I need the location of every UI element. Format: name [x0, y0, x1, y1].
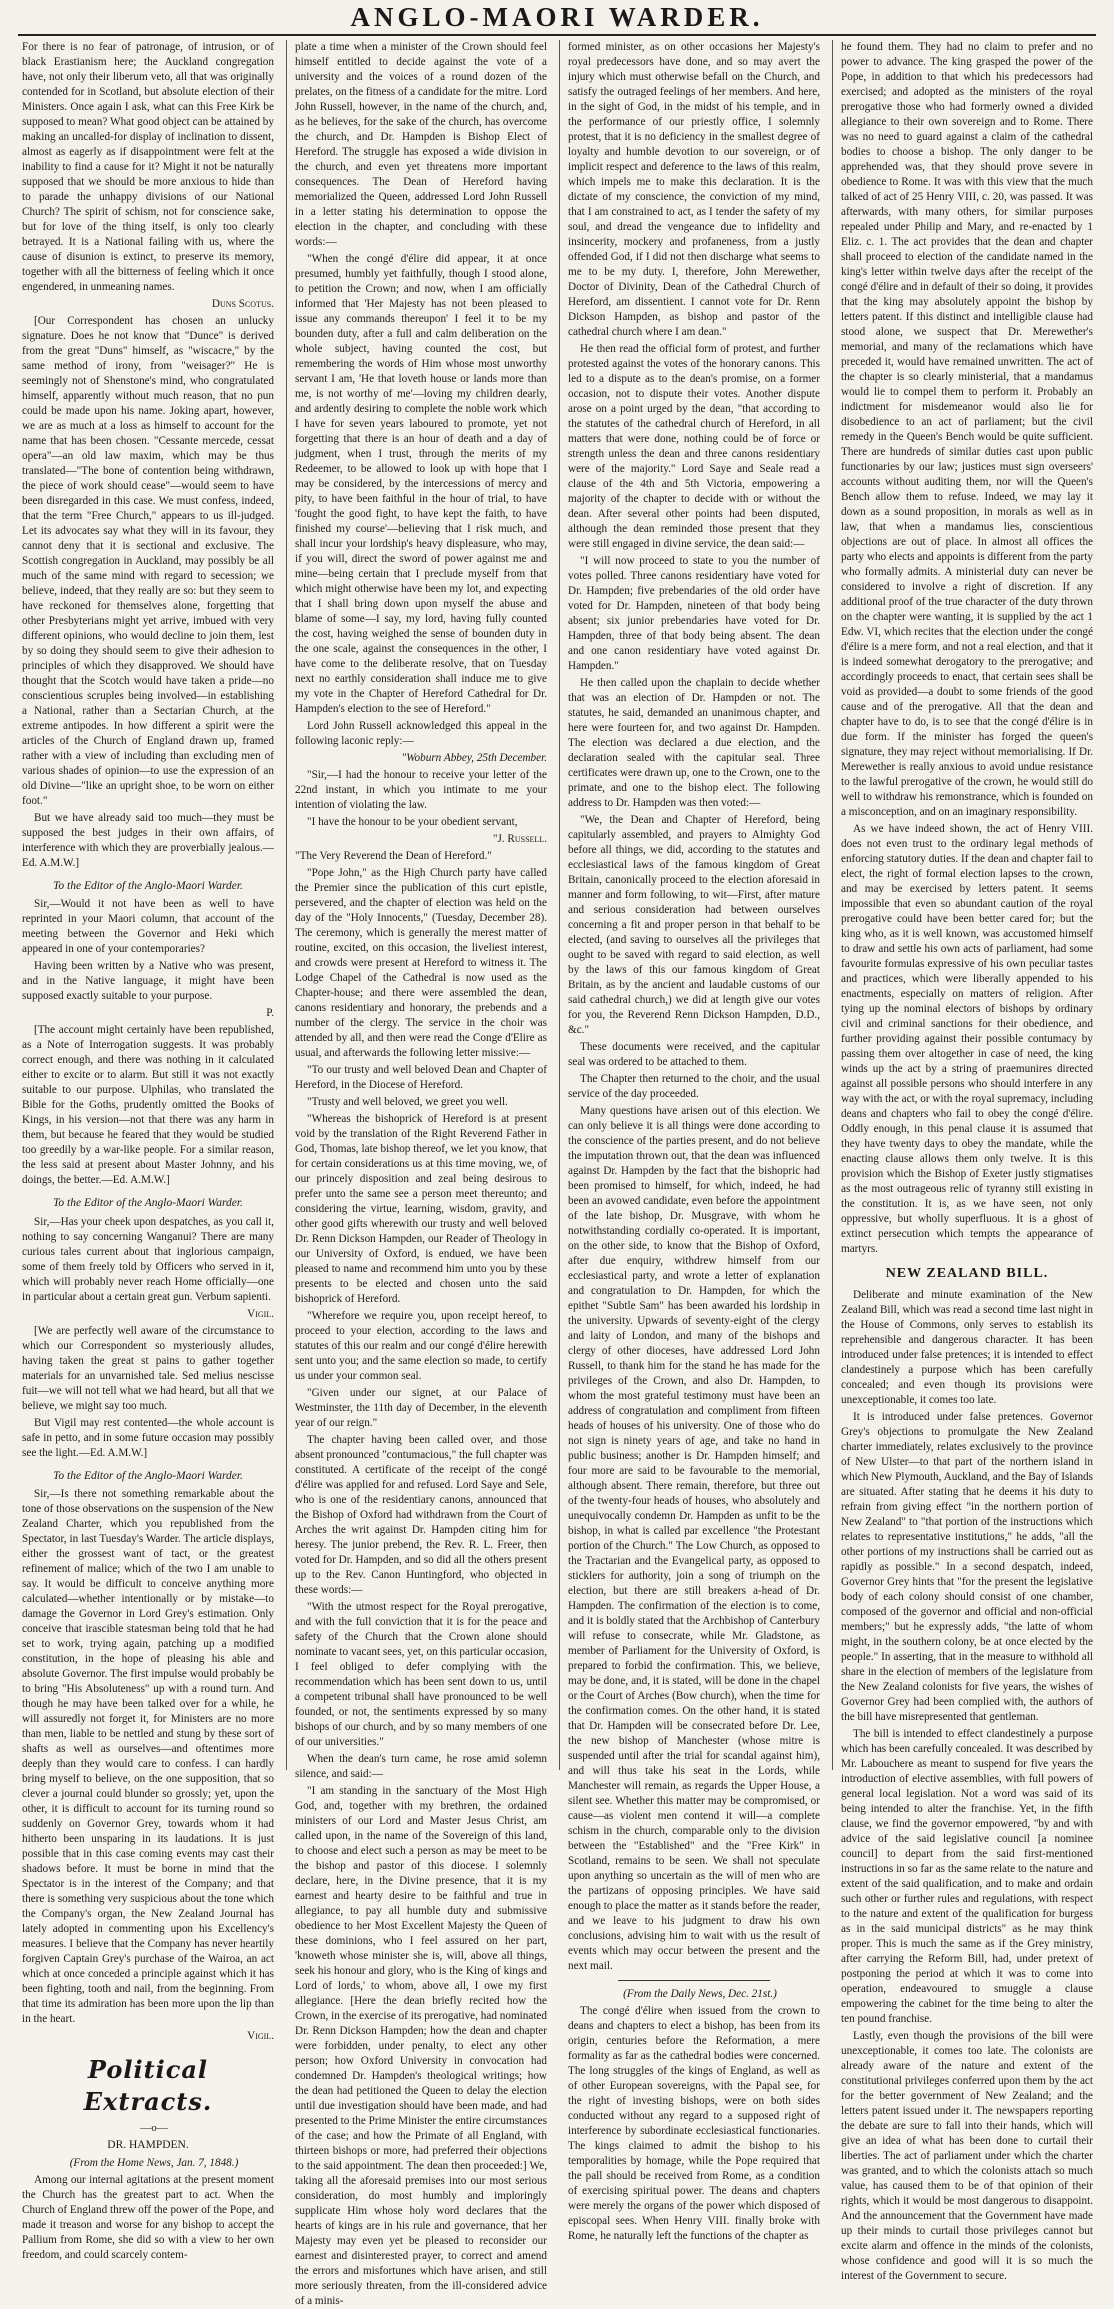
column-2 [295, 40, 547, 2307]
letter-paragraph: Sir,—Has your cheek upon despatches, as you call it, nothing to say concerning Wanganui? There are many curious tales current about that inglorious campaign, some of them freely told by Officers who served in it, which will probably never reach Home officially—one in particular about a certain great gun. Verbum sapienti. [22, 1215, 274, 1303]
paragraph: The chapter having been called over, and those absent pronounced "contumacious," the full chapter was constituted. A certificate of the receipt of the congé d'élire was applied for and refused. Lord Saye and Sele, who is one of the residentiary canons, announced that the Bishop of Oxford had withdrawn from the Court of Arches the writ against Dr. Hampden citing him for heresy. The junior prebend, the Rev. R. L. Freer, then voted for Dr. Hampden, and so did all the others present up to the Rev. Canon Huntingford, who objected in these words:— [295, 1434, 547, 1596]
article-title: NEW ZEALAND BILL. [885, 1266, 1049, 1281]
editor-note: [We are perfectly well aware of the circumstance to which our Correspondent so mysteriously alludes, having taken the great st pains to gather together materials for an unvarnished tale. Sed melius nescisse fuit—we will not tell what we had heard, but all that we believe, we might say too much. [22, 1324, 274, 1412]
signature: Vigil. [247, 1307, 274, 1320]
column-1 [22, 40, 274, 2261]
paragraph: But we have already said too much—they must be supposed the best judges in their own affairs, of interference with which they are proverbially jealous.—Ed. A.M.W.] [22, 812, 274, 869]
letter-heading: To the Editor of the Anglo-Maori Warder. [53, 1197, 243, 1210]
paragraph: He then read the official form of protest, and further protested against the votes of the honorary canons. This led to a dispute as to the dean's promise, on a former occasion, not to dispute their votes. Another dispute arose on a point urged by the dean, "that according to the statutes of the cathedral church of Hereford, in all matters that were done, nothing could be of force or strength unless the dean and three canons residentiary were of the majority." Lord Saye and Seale read a clause of the 4th and 5th Victoria, empowering a majority of the chapter to decide with or without the dean. After several other points had been disputed, although the dean reminded those present that they were still engaged in divine service, the dean said:— [568, 343, 820, 550]
article-title: DR. HAMPDEN. [107, 2139, 189, 2152]
paragraph: The bill is intended to effect clandestinely a purpose which has been carefully concealed. It was described by Mr. Labouchere as meant to suspend for five years the introduction of elective assemblies, with full powers of general local legislation. Not a word was said of its being intended to alter the franchise. Yet, in the fifth clause, we find the governor empowered, "by and with advice of the said legislative council [a nominee council] to depart from the said first-mentioned instructions in so far as the same relate to the nature and extent of the said qualification, and to make and ordain such other or further rules and regulations, with respect to the nature and extent of the qualification for burgess as in the said municipal districts" as he may think proper. This is much the same as if the Grey ministry, after carrying the Reform Bill, had, under pretext of postponing the period at which it was to come into operation, endeavoured to smuggle a clause empowering the cabinet for the time being to alter the ten pound franchise. [841, 1727, 1093, 2025]
letter-dateline: "Woburn Abbey, 25th December. [401, 752, 547, 764]
paragraph: Lord John Russell acknowledged this appeal in the following laconic reply:— [295, 720, 547, 747]
signature: P. [266, 1007, 274, 1020]
masthead-rule [18, 34, 1096, 36]
letter-paragraph: Sir,—Would it not have been as well to have reprinted in your Maori column, that account of the meeting between the Governor and Heki which appeared in one of your contemporaries? [22, 898, 274, 956]
signature: Duns Scotus. [211, 298, 274, 310]
quoted-speech: "I am standing in the sanctuary of the Most High God, and, together with my brethren, the ordained ministers of our Lord and Master Jesus Christ, am called upon, in the name of the Sovereign of this land, to choose and elect such a person as may be meet to be the bishop and pastor of this diocese. I solemnly declare, here, in the Divine presence, that it is my earnest and hearty desire to be faithful and true in allegiance, to pay all humble duty and submissive obedience to her Most Excellent Majesty the Queen of these dominions, who I feel assured on her part, 'knoweth whose minister she is, will, above all things, seek his honour and glory, who is the King of kings and Lord of lords,' to whom, above all, I owe my first allegiance. [Here the dean briefly recited how the Crown, in the exercise of its prerogative, had nominated Dr. Renn Dickson Hampden; how the dean and chapter were forbidden, under penalty, to elect any other person; how Oxford University in convocation had condemned Dr. Hampden's theological writings; how the dean had petitioned the Queen to delay the election until due investigation should have been made, and had presented to the Prime Minister the entire circumstances of the case; and how the Primate of all England, with thirteen bishops or more, had preferred their objections to the said appointment. The dean then proceeded:] We, taking all the aforesaid premises into our most serious consideration, do most humbly and imploringly supplicate Him whose holy word declares that the hearts of kings are in his rule and governance, that her Majesty may even yet be pleased to reconsider our earnest and disinterested prayer, to correct and amend the errors and misfortunes which have arisen, and still more seriously threaten, from the ill-considered advice of a minis- [295, 1785, 547, 2307]
editor-note: [Our Correspondent has chosen an unlucky signature. Does he not know that "Dunce" is derived from the great "Duns" himself, as "wiscacre," by the same method of irony, from "weisager?" He is seemingly not of Shenstone's mind, who congratulated himself, apparently without much reason, that no pun could be made upon his name. Joking apart, however, we are as much at a loss as himself to account for the name that has been chosen. "Cessante mercede, cessat opera"—an old law maxim, which may be thus translated—"The bone of contention being withdrawn, the piece of work should cease"—would seem to have been disregarded in this case. We must confess, indeed, that the term "Free Church," appears to us ill-judged. Let its advocates say what they will in its favour, they cannot deny that it is sectional and exclusive. The Scottish congregation in Auckland, may possibly be all much of the same mind with regard to secession; we believe, indeed, that they really are so: but they seem to have reckoned for themselves alone, forgetting that other Presbyterians might yet arrive, imbued with very different opinions, who would decline to join them, lest by so doing they should seem to give their adhesion to principles of which they disapproved. We should have thought that the Scotch would have taken a pride—no conscientious scruples being involved—in establishing a National, rather than a Sectarian Church, at the extreme antipodes. In how different a spirit were the articles of the Church of England drawn up, framed rather with a view of including than excluding men of various shades of opinion—to use the expression of an old Divine—"like an upright shoe, to be worn on either foot." [22, 315, 274, 807]
quoted-letter: "To our trusty and well beloved Dean and Chapter of Hereford, in the Diocese of Hereford. [295, 1064, 547, 1091]
quoted-speech: "With the utmost respect for the Royal prerogative, and with the full conviction that it is for the peace and safety of the Church that the Crown alone should nominate to vacant sees, yet, on this particular occasion, I feel obliged to defer complying with the recommendation which has been sent down to us, until a competent tribunal shall have pronounced to be well founded, or not, the sentiments expressed by so many bishops of our church, and by so many members of one of our universities." [295, 1601, 547, 1748]
addressee: "The Very Reverend the Dean of Hereford." [295, 850, 492, 862]
editor-note: [The account might certainly have been republished, as a Note of Interrogation suggests. It was probably correct enough, and there was nothing in it calculated either to excite or to alarm. But still it was not exactly suitable to our purpose. Ulphilas, who translated the Bible for the Goths, prudently omitted the Books of Kings, in his version—not that there was any harm in them, but because he feared that they would be studied too greedily by a war-like people. For a similar reason, the less said at present about Master Johnny, and his doings, the better.—Ed. A.M.W.] [22, 1024, 274, 1187]
masthead: ANGLO-MAORI WARDER. [350, 2, 764, 32]
quoted-address: "We, the Dean and Chapter of Hereford, being capitularly assembled, and prayers to Almighty God before all things, we did, according to the statutes and ecclesiastical laws of the famous kingdom of Great Britain, canonically proceed to the election aforesaid in manner and form following, to wit—First, after mature and serious consideration had between ourselves concerning a fit and proper person in that behalf to be elected, (and saving to ourselves all the privileges that ought to be saved with regard to said election, as well by the laws of this our famous kingdom of Great Britain, as by the ancient and laudable customs of our said cathedral church,) we did at length give our votes for you, the Reverend Renn Dickson Hampden, D.D., &c." [568, 814, 820, 1036]
paragraph: For there is no fear of patronage, of intrusion, or of black Erastianism here; the Auckland congregation have, not only their liberum veto, all that was originally contended for in Scotland, but absolute election of their Ministers. Once again I ask, what can this Free Kirk be supposed to mean? What good object can be attained by making an uncalled-for display of inclination to dissent, almost as eagerly as if disappointment were felt at the inability to find a cause for it? Might it not be naturally supposed that we should be more anxious to hide than to parade the unhappy divisions of our National Church? The spirit of schism, not for conscience sake, but for love of the thing itself, is only too clearly betrayed. It is a National failing with us, where the cause of disunion is extinct, to preserve its memory, together with all the bitterness of feeling which it once engendered, in unmeaning names. [22, 41, 274, 293]
paragraph: The congé d'élire when issued from the crown to deans and chapters to elect a bishop, has been from its origin, centuries before the Reformation, a mere formality as far as the cathedral bodies were concerned. The long struggles of the kings of England, as well as of other European sovereigns, with the Papal see, for the right of investing bishops, were on both sides conducted without any regard to a supposed right of interference by subordinate ecclesiastical functionaries. The kings claimed to admit the bishop to his temporalities by homage, while the Pope required that the pall should be received from Rome, as a condition of exercising spiritual power. The deans and chapters were merely the organs of the power which disposed of episcopal sees. When Henry VIII. finally broke with Rome, he naturally left the functions of the chapter as [568, 2005, 820, 2242]
paragraph: He then called upon the chaplain to decide whether that was an election of Dr. Hampden or not. The statutes, he said, demanded an unanimous chapter, and here were fourteen for, and two against Dr. Hampden. The election was declared a due election, and the declaration sealed with the capitular seal. Three certificates were drawn up, one to the Crown, one to the primate, and one to the bishop elect. The following address to Dr. Hampden was then voted:— [568, 677, 820, 809]
quoted-speech: "I will now proceed to state to you the number of votes polled. Three canons residentiary have voted for Dr. Hampden; five prebendaries of the old order have voted for Dr. Hampden, nineteen of that body being absent; six junior prebendaries have voted for Dr. Hampden, three of that body being absent. The dean and one canon residentiary have voted against Dr. Hampden." [568, 555, 820, 672]
quoted-letter: "When the congé d'élire did appear, it at once presumed, humbly yet faithfully, though I stood alone, to petition the Crown; and now, when I am officially informed that 'Her Majesty has not been pleased to issue any commands thereupon' I feel it to be my bounden duty, after a full and calm deliberation on the whole subject, having counted the cost, but remembering the words of Him whose most unworthy servant I am, 'He that loveth house or lands more than me, is not worthy of me'—loving my children dearly, and ardently desiring to complete the noble work which I have for seven years laboured to promote, yet not forgetting that there is an hour of death and a day of judgment, when I trust, through the merits of my Redeemer, to be allowed to look up with hope that I may be considered, by the intercessions of mercy and pity, to have been faithful in the hour of trial, to have 'fought the good fight, to have kept the faith, to have finished my course'—believing that I risk much, and shall incur your lordship's heavy displeasure, who may, if you will, direct the sword of power against me and mine—being certain that I preclude myself from that which might otherwise have been my lot, and expecting that I shall bring down upon myself the abuse and blame of some—I say, my lord, having fully counted the cost, having weighed the sense of bounden duty in the one scale, against the consequences in the other, I have come to the deliberate resolve, that on Tuesday next no earthly consideration shall induce me to give my vote in the Chapter of Hereford Cathedral for Dr. Hampden's election to the see of Hereford." [295, 253, 547, 715]
paragraph: As we have indeed shown, the act of Henry VIII. does not even trust to the ordinary legal methods of enforcing statutory duties. If the dean and chapter fail to elect, the right of formal election lapses to the crown, and may be exercised by letters patent. It seems impossible that even so abundant caution of the royal prerogative could have been better cared for; but the king who, as it is well known, was accustomed himself to draw and settle his own acts of parliament, had some favourite formulas expressive of his own peculiar tastes and practices, which were liberally appended to his enactments, especially on matters of religion. After tying up the nominal electors of bishops by ordinary civil and criminal sanctions for their obedience, and further providing against their possible contumacy by passing them over altogether in case of need, the king winds up the act by a string of praemunires directed against all possible persons who should interfere in any way with the act, or with the royal supremacy, including deans and chapters who fail to obey the congé d'élire. Oddly enough, in this penal clause it is assumed that they have twenty days to obey the mandate, while the enacting clause allows them only twelve. It is this provision which the Bishop of Exeter justly stigmatises as the most outrageous relic of tyranny still existing in the constitution. It is, as we have seen, not only oppressive, but wholly superfluous. It is a ghost of extinct persecution which tempts the appearance of martyrs. [841, 823, 1093, 1255]
paragraph: It is introduced under false pretences. Governor Grey's objections to promulgate the New Zealand charter immediately, relates exclusively to the province of New Ulster—to that part of the northern island in which New Plymouth, Auckland, and the Bay of Islands are situated. After stating that he deems it his duty to refrain from giving effect "in the northern portion of New Zealand" to "that portion of the instructions which relates to representative institutions," he adds, "all the other portions of my instructions shall be carried out as rapidly as possible." In a second despatch, indeed, Governor Grey hints that "for the present the legislative body of each colony should consist of one chamber, composed of the governor and official and non-official members;" but he expressly adds, "the latte of whom might, in the southern colony, be at once elected by the people." In asserting, that in the measure to withhold all share in the election of members of the legislature from the New Zealand colonists for five years, the wishes of Governor Grey had been complied with, the authors of the bill have misrepresented that gentleman. [841, 1410, 1093, 1723]
paragraph: Lastly, even though the provisions of the bill were unexceptionable, it comes too late. The colonists are already aware of the nature and extent of the constitutional privileges conferred upon them by the act for the better government of New Zealand; and the letters patent issued under it. The newspapers reporting the debate are sure to fall into their hands, which will give an idea of what has been done to curtail their liberties. The act of parliament under which the charter was granted, and to which the colonists attach so much value, has caused them to be of that opinion of their rights, which it would be most dangerous to disappoint. And the announcement that the Government have made up their minds to curtail those privileges cannot but excite alarm and offence in the minds of the colonists, whose confidence and good will it is so much the interest of the Government to secure. [841, 2029, 1093, 2282]
letter-paragraph: Sir,—Is there not something remarkable about the tone of those observations on the suspension of the New Zealand Charter, which you republished from the Spectator, in last Tuesday's Warder. The article displays, either the grossest want of tact, or the greatest refinement of malice; which of the two I am unable to say. It would be difficult to conceive anything more calculated—whether intentionally or by mistake—to damage the Governor in Lord Grey's estimation. Only conceive that irascible statesman being told that he had set to work, trying again, patching up a modified constitution, in the hope of pleasing his able and absolute Governor. The first impulse would probably be to bring "His Absoluteness" up with a round turn. And though he may have been talked over for a while, he will assuredly not forget it, for Ministers are no more than men, liable to be nettled and stung by these sort of shafts as well as ourselves—and oftentimes more deeply than they would care to confess. I can hardly bring myself to believe, on the one supposition, that so clever a journal could blunder so grossly; yet, upon the other, it is difficult to account for its turning round so suddenly on Governor Grey, towards whom it had hitherto been unsparing in its laudations. It is just possible that in this case coming events may cast their shadows before. It must be borne in mind that the Spectator is in the interest of the Company; and that there is something very suspicious about the tone which the Company's organ, the New Zealand Journal has lately adopted in commenting upon his Excellency's measures. I believe that the Company has never heartily forgiven Captain Grey's purchase of the Wairoa, an act which at once conceded a principle against which it has been fighting, tooth and nail, from the beginning. From that time its admiration has been more upon the lip than in the heart. [22, 1488, 274, 2026]
article-source: (From the Home News, Jan. 7, 1848.) [69, 2156, 239, 2169]
signature: Vigil. [247, 2030, 274, 2043]
columns-container [22, 40, 1094, 2307]
quoted-letter: "I have the honour to be your obedient servant, [307, 816, 518, 828]
quoted-letter: "Whereas the bishoprick of Hereford is at present void by the translation of the Right Reverend Father in God, Thomas, late bishop thereof, we let you know, that for certain considerations us at this time moving, we, of our princely disposition and zeal being desirous to prefer unto the same see a person meet thereunto; and considering the virtue, learning, wisdom, gravity, and other good gifts wherewith our trusty and well beloved Dr. Renn Dickson Hampden, our Reader of Theology in our University of Oxford, is endued, we have been pleased to name and recommend him unto you by these presents to be elected and chosen unto the said bishoprick of Hereford. [295, 1113, 547, 1305]
quoted-letter: "Sir,—I had the honour to receive your letter of the 22nd instant, in which you intimate to me your intention of violating the law. [295, 769, 547, 811]
paragraph: When the dean's turn came, he rose amid solemn silence, and said:— [295, 1753, 547, 1780]
column-4 [841, 40, 1093, 2282]
column-3 [568, 40, 820, 2242]
letter-paragraph: Having been written by a Native who was present, and in the Native language, it might have been supposed exactly suitable to your purpose. [22, 960, 274, 1003]
paragraph: plate a time when a minister of the Crown should feel himself entitled to decide against the vote of a university and the voices of a round dozen of the prelates, on the fitness of a candidate for the mitre. Lord John Russell, however, in the name of the church, and, as he believes, for the sake of the church, has overcome the church, and Dr. Hampden is Bishop Elect of Hereford. The struggle has exposed a wide division in the church, and even yet threatens more important consequences. The Dean of Hereford having memorialized the Queen, addressed Lord John Russell in a letter stating his determination to oppose the election in the chapter, and concluding with these words:— [295, 41, 547, 248]
paragraph: Many questions have arisen out of this election. We can only believe it is all things were done according to the conscience of the parties present, and do not believe the imputation thrown out, that the dean was influenced against Dr. Hampden by the fact that the bishopric had been promised to himself, for which, indeed, he had been an avowed candidate, even before the appointment of the late bishop, Dr. Musgrave, with whom he notwithstanding cordially co-operated. It is important, on the other side, to know that the Bishop of Oxford, after due enquiry, withdrew himself from our ecclesiastical party, and wrote a letter of explanation and congratulation to Dr. Hampden, for which the epithet "Subtle Sam" has been awarded his lordship in the university. Upwards of seventy-eight of the clergy and laity of London, and many of the bishops and clergy of other dioceses, have addressed Lord John Russell, to thank him for the stand he has made for the privileges of the Crown, and also Dr. Hampden, to whom the most grateful testimony must have been an address of congratulation and compliment from fifteen heads of houses of his university. One of those who do not sign is ninety years of age, and take no hand in public business; another is Dr. Hampden himself; and four more are said to be favourable to the memorial, although absent. There remain, therefore, but three out of the twenty-four heads of houses, who absolutely and unequivocally condemn Dr. Hampden as unfit to be the bishop, in what is called par excellence "the Protestant portion of the Church." The Low Church, as opposed to the Tractarian and the Evangelical party, as opposed to sticklers for authority, join a song of triumph on the election, but there are still breakers a-head of Dr. Hampden. The confirmation of the election is to come, and it is boldly stated that the Archbishop of Canterbury will refuse to consecrate, while Mr. Gladstone, as member of Parliament for the University of Oxford, is prepared to forbid the confirmation. This, we believe, may be done, and, it is stated, will be done in the chapel or the Court of Arches (Bow church), when the time for the confirmation comes. On the other hand, it is stated that Dr. Hampden will be consecrated before Dr. Lee, the new bishop of Manchester (whose mitre is suspended until after the trial for scandal against him), and will thus take his seat in the Lords, while Manchester will remain, as regards the Upper House, a silent see. Whether this matter may be compromised, or cause—as violent men contend it will—a complete schism in the church, comparable only to the division between the "Established" and the "Free Kirk" in Scotland, remains to be seen. We shall not speculate upon anything so uncertain as the will of men who are the partizans of opposing principles. We have said enough to place the matter as it stands before the reader, and we leave to his judgment to draw his own conclusions, advising him to wait with us the result of events which may occur between the present and the next mail. [568, 1105, 820, 1972]
paragraph: But Vigil may rest contented—the whole account is safe in petto, and in some future occasion may possibly see the light.—Ed. A.M.W.] [22, 1416, 274, 1459]
paragraph: he found them. They had no claim to prefer and no power to advance. The king grasped the power of the Pope, in addition to that which his predecessors had exercised; and adopted as the ministers of the royal prerogative those who had formerly owned a divided allegiance to their own sovereign and to Rome. There was no need to guard against a claim of the cathedral bodies to choose a bishop. The only danger to be apprehended was, that they should prove severe in obedience to Rome. It was with this view that the much talked of act of 25 Henry VIII, c. 20, was passed. It was afterwards, with many others, for similar purposes repealed under Philip and Mary, and re-enacted by 1 Eliz. c. 1. The act provides that the dean and chapter shall proceed to election of the candidate named in the king's letter within twelve days after the receipt of the congé d'élire and in default of their so doing, it provides that the king may absolutely appoint the bishop by letters patent. If this distinct and intelligible clause had stood alone, we suspect that Dr. Merewether's memorial, and many of the reclamations which have preceded it, would have remained unwritten. The act of the chapter is so clearly ministerial, that a mandamus would lie to compel them to perform it. Probably an indictment for misdemeanor would also lie for disobedience to an act of parliament; but the civil remedy in the Queen's Bench would be quite sufficient. There are hundreds of similar duties cast upon public functionaries by our law; justices must sign overseers' accounts without auditing them, nor will the Queen's Bench allow them to refuse. Indeed, we may lay it down as a sound proposition, in morals as well as in law, that when a mandamus lies, conscientious objections are out of place. In almost all offices the party who elects and appoints is different from the party who formally admits. A ministerial duty can never be considered to involve a right of discretion. If any additional proof of the true character of the duty thrown on the chapter were wanting, it is supplied by the act 1 Edw. VI, which recites that the election under the congé d'élire is a mere form, and not a real election, and that it is indeed somewhat derogatory to the prerogative; and accordingly proceeds to enact, that certain sees shall be void as provided—a doubt to some friends of the good cause and of the prerogative. All that the dean and chapter have to do, is to see that the congé d'élire is in due form. If the minister has forged the queen's signature, they may reject without memorialising. If Dr. Merewether is really anxious to avoid undue resistance to the lawful prerogative of the crown, he would still do well to withdraw his remonstrance, which is founded on a misconception, and on an imaginary responsibility. [841, 41, 1093, 818]
letter-heading: To the Editor of the Anglo-Maori Warder. [53, 880, 243, 892]
quoted-letter: "Trusty and well beloved, we greet you well. [307, 1096, 508, 1108]
paragraph: These documents were received, and the capitular seal was ordered to be attached to them. [568, 1041, 820, 1068]
letter-heading: To the Editor of the Anglo-Maori Warder. [53, 1469, 243, 1482]
quoted-letter: "Wherefore we require you, upon receipt hereof, to proceed to your election, according to the laws and statutes of this our realm and our congé d'élire herewith sent unto you; and the same election so made, to certify us under your common seal. [295, 1310, 547, 1382]
dash-ornament: —o— [140, 2121, 168, 2134]
paragraph: The Chapter then returned to the choir, and the usual service of the day proceeded. [568, 1073, 820, 1100]
signature: "J. Russell. [492, 833, 547, 845]
paragraph: Among our internal agitations at the present moment the Church has the greatest part to act. When the Church of England threw off the power of the Pope, and made it treason and worse for any bishop to accept the Pallium from Rome, she did so with a view to her own freedom, and could scarcely contem- [22, 2173, 274, 2261]
paragraph: Deliberate and minute examination of the New Zealand Bill, which was read a second time last night in the House of Commons, only serves to establish its reprehensible and dangerous character. It has been introduced under false pretences; it is intended to effect clandestinely a purpose which has been carefully concealed; and even though its provisions were unexceptionable, it comes too late. [841, 1288, 1093, 1406]
article-source: (From the Daily News, Dec. 21st.) [623, 1988, 777, 2000]
quoted-letter: "Given under our signet, at our Palace of Westminster, the 11th day of December, in the eleventh year of our reign." [295, 1387, 547, 1429]
paragraph: "Pope John," as the High Church party have called the Premier since the publication of this curt epistle, persevered, and the chapter of election was held on the day of the "Holy Innocents," (Tuesday, December 28). The ceremony, which is generally the merest matter of routine, excited, on this occasion, the liveliest interest, and crowds were present at Hereford to witness it. The Lodge Chapel of the Cathedral is now used as the Chapter-house; and there were assembled the dean, canons residentiary and honorary, the prebends and a number of the clergy. The service in the choir was attended by all, and then were read the Conge d'Elire as usual, and afterwards the following letter missive:— [295, 867, 547, 1059]
paragraph: formed minister, as on other occasions her Majesty's royal predecessors have done, and so may avert the injury which must otherwise befall on the Church, and satisfy the outraged feelings of her members. And here, in the sight of God, in the midst of his temple, and in the performance of our priestly office, I solemnly protest, that it is no deficiency in the smallest degree of loyalty and humble devotion to our sovereign, or of implicit respect and deference to the laws of this realm, which impels me to make this declaration. It is the dictate of my conscience, the conviction of my mind, that I am constrained to act, as I tender the safety of my soul, and dread the vengeance due to infidelity and insincerity, mockery and profaneness, from a justly offended God, if I did not then discharge what seems to me to be my duty. I, therefore, John Merewether, Doctor of Divinity, Dean of the Cathedral Church of Hereford, am dissentient. I cannot vote for Dr. Renn Dickson Hampden, as bishop and pastor of the cathedral church where I am dean." [568, 41, 820, 338]
divider [618, 1980, 770, 1981]
section-title: Political Extracts. [83, 2055, 213, 2117]
